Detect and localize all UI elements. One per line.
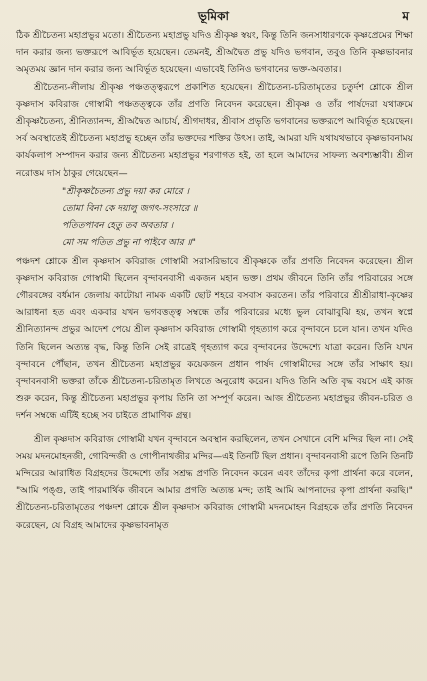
verse-line-4: মো সম পতিত প্রভু না পাইবে আর ॥" [62,238,196,249]
verse-line-2: তোমা বিনা কে দয়ালু জগৎ-সংসারে ॥ [62,204,198,215]
paragraph-1: ঠিক শ্রীচৈতন্য মহাপ্রভুর মতো। শ্রীচৈতন্য মহাপ্রভু যদিও শ্রীকৃষ্ণ স্বয়ং, কিন্তু তিনি জনসাধারণকে কৃষ্ণপ্রেমের শিক্ষা দান করার জন্য ভক্তরূপে আবির্ভূত হয়েছেন। তেমনই, শ্রীঅদ্বৈত প্রভু যদিও ভগবান, তবুও তিনি কৃষ্ণভাবনার অমৃতময় জ্ঞান দান করার জন্য আবির্ভূত হয়েছেন। এভাবেই তিনিও ভগবানের ভক্ত-অবতার। [16,31,413,76]
verse-line-3: পতিতপাবন হেতু তব অবতার । [62,221,174,232]
verse-line-1: "শ্রীকৃষ্ণচৈতন্য প্রভু দয়া কর মোরে । [62,186,189,197]
page-title: ভূমিকা [198,9,229,23]
verse-block [62,184,413,253]
running-header [0,6,427,26]
paragraph-3: পঞ্চদশ শ্লোকে শ্রীল কৃষ্ণদাস কবিরাজ গোস্বামী সরাসরিভাবে শ্রীকৃষ্ণকে তাঁর প্রণতি নিবেদন করেছেন। শ্রীল কৃষ্ণদাস কবিরাজ গোস্বামী ছিলেন বৃন্দাবনবাসী একজন মহান ভক্ত। প্রথম জীবনে তিনি তাঁর পরিবারের সঙ্গে গৌরবঙ্গের বর্ধমান জেলায় কাটোয়া নামক একটি ছোট শহরে বসবাস করতেন। তাঁর পরিবারে শ্রীশ্রীরাধা-কৃষ্ণের আরাধনা হত এবং একবার যখন ভগবত্তত্ত্ব সম্বন্ধে তাঁর পরিবারের মধ্যে ভুল বোঝাবুঝি হয়, তখন স্বপ্নে শ্রীনিত্যানন্দ প্রভুর আদেশ পেয়ে শ্রীল কৃষ্ণদাস কবিরাজ গোস্বামী গৃহত্যাগ করে বৃন্দাবনে চলে যান। তখন যদিও তিনি ছিলেন অত্যন্ত বৃদ্ধ, কিন্তু তিনি সেই রাত্রেই গৃহত্যাগ করে বৃন্দাবনের উদ্দেশ্যে যাত্রা করেন। তিনি যখন বৃন্দাবনে পৌঁছান, তখন শ্রীচৈতন্য মহাপ্রভুর কয়েকজন প্রধান পার্ষদ গোস্বামীদের সঙ্গে তাঁর সাক্ষাৎ হয়। বৃন্দাবনবাসী ভক্তরা তাঁকে শ্রীচৈতন্য-চরিতামৃত লিখতে অনুরোধ করেন। যদিও তিনি অতি বৃদ্ধ বয়সে এই কাজ শুরু করেন, কিন্তু শ্রীচৈতন্য মহাপ্রভুর কৃপায় তিনি তা সম্পূর্ণ করেন। আজ শ্রীচৈতন্য মহাপ্রভুর জীবন-চরিত ও দর্শন সম্বন্ধে এটিই হচ্ছে সব চাইতে প্রামাণিক গ্রন্থ। [16,256,413,422]
paragraph-2: শ্রীচৈতন্য-লীলায় শ্রীকৃষ্ণ পঞ্চতত্ত্বরূপে প্রকাশিত হয়েছেন। শ্রীচৈতন্য-চরিতামৃতের চতুর্দশ শ্লোকে শ্রীল কৃষ্ণদাস কবিরাজ গোস্বামী পঞ্চতত্ত্বকে তাঁর প্রণতি নিবেদন করেছেন। শ্রীকৃষ্ণ ও তাঁর পার্ষদেরা যথাক্রমে শ্রীকৃষ্ণচৈতন্য, শ্রীনিত্যানন্দ, শ্রীঅদ্বৈত আচার্য, শ্রীগদাধর, শ্রীবাস প্রভৃতি ভগবানের ভক্তরূপে আবির্ভূত হয়েছেন। সর্ব অবস্থাতেই শ্রীচৈতন্য মহাপ্রভু হচ্ছেন তাঁর ভক্তদের শক্তির উৎস। তাই, আমরা যদি যথাযথভাবে কৃষ্ণভাবনাময় কার্যকলাপ সম্পাদন করার জন্য শ্রীচৈতন্য মহাপ্রভুর শরণাগত হই, তা হলে আমাদের সাফল্য অবশ্যম্ভাবী। শ্রীল নরোত্তম দাস ঠাকুর গেয়েছেন— [16,82,413,179]
page-number: ম [402,9,409,23]
body-text [16,28,413,535]
paragraph-4: শ্রীল কৃষ্ণদাস কবিরাজ গোস্বামী যখন বৃন্দাবনে অবস্থান করছিলেন, তখন সেখানে বেশি মন্দির ছিল না। সেই সময় মদনমোহনজী, গোবিন্দজী ও গোপীনাথজীর মন্দির—এই তিনটি ছিল প্রধান। বৃন্দাবনবাসী রূপে তিনি তিনটি মন্দিরের আরাধিত বিগ্রহদের উদ্দেশ্যে তাঁর সশ্রদ্ধ প্রণতি নিবেদন করেন এবং তাঁদের কৃপা প্রার্থনা করে বলেন, "আমি পঙ্গু, তাই পারমার্থিক জীবনে আমার প্রগতি অত্যন্ত মন্দ; তাই আমি আপনাদের কৃপা প্রার্থনা করছি।" শ্রীচৈতন্য-চরিতামৃতের পঞ্চদশ শ্লোকে শ্রীল কৃষ্ণদাস কবিরাজ গোস্বামী মদনমোহন বিগ্রহকে তাঁর প্রণতি নিবেদন করেছেন, যে বিগ্রহ আমাদের কৃষ্ণভাবনামৃত [16,434,413,531]
